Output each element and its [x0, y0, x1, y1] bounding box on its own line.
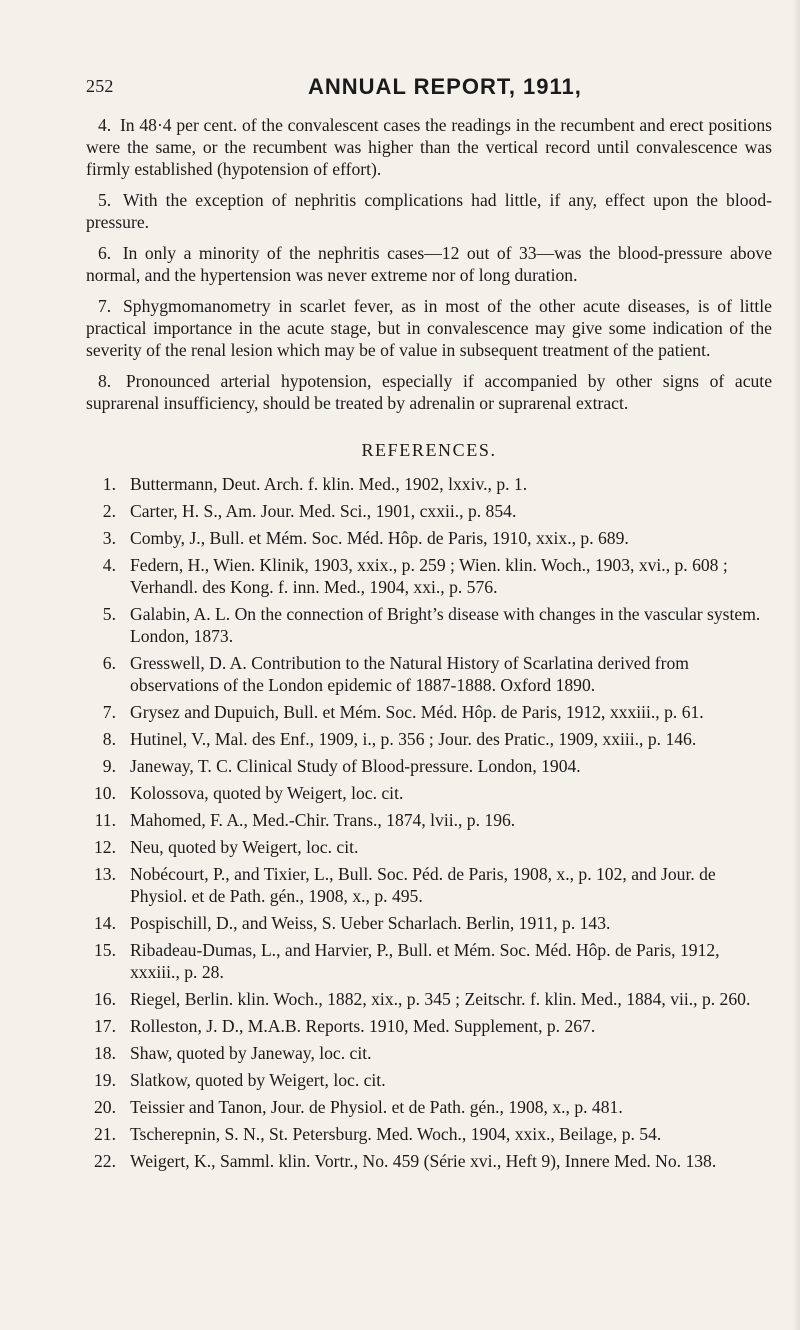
page-header: [86, 74, 772, 100]
reference-text: Hutinel, V., Mal. des Enf., 1909, i., p. 356 ; Jour. des Pratic., 1909, xxiii., p. 146.: [130, 729, 697, 749]
paragraph-number: 6.: [98, 243, 112, 263]
reference-text: Mahomed, F. A., Med.-Chir. Trans., 1874, lvii., p. 196.: [130, 810, 516, 830]
reference-number: 2.: [102, 501, 116, 521]
conclusions-section: [86, 114, 772, 414]
reference-item: [86, 912, 772, 934]
reference-item: [86, 554, 772, 598]
paragraph-text: Sphygmomanometry in scarlet fever, as in most of the other acute diseases, is of little practical importance in the acute stage, but in convalescence may give some indication of the severity of the renal lesion which may be of value in subsequent treatment of the patient.: [86, 296, 772, 360]
reference-item: [86, 1015, 772, 1037]
paragraph-8: [86, 370, 772, 414]
paragraph-text: Pronounced arterial hypotension, especially if accompanied by other signs of acute suprarenal insufficiency, should be treated by adrenalin or suprarenal extract.: [86, 371, 772, 413]
reference-text: Shaw, quoted by Janeway, loc. cit.: [130, 1043, 372, 1063]
reference-number: 4.: [102, 555, 116, 575]
paragraph-number: 7.: [98, 296, 112, 316]
paragraph-7: [86, 295, 772, 361]
paragraph-4: [86, 114, 772, 180]
paragraph-text: In only a minority of the nephritis cases—12 out of 33—was the blood-pressure above normal, and the hypertension was never extreme nor of long duration.: [86, 243, 772, 285]
reference-text: Ribadeau-Dumas, L., and Harvier, P., Bull. et Mém. Soc. Méd. Hôp. de Paris, 1912, xxxiii., p. 28.: [130, 940, 720, 982]
reference-item: [86, 473, 772, 495]
reference-item: [86, 809, 772, 831]
reference-number: 6.: [102, 653, 116, 673]
reference-number: 13.: [94, 864, 116, 884]
reference-text: Galabin, A. L. On the connection of Bright’s disease with changes in the vascular system. London, 1873.: [130, 604, 761, 646]
reference-number: 20.: [94, 1097, 116, 1117]
reference-text: Federn, H., Wien. Klinik, 1903, xxix., p. 259 ; Wien. klin. Woch., 1903, xvi., p. 608 ; Verhandl. des Kong. f. inn. Med., 1904, xxi., p. 576.: [130, 555, 728, 597]
reference-number: 18.: [94, 1043, 116, 1063]
reference-text: Gresswell, D. A. Contribution to the Natural History of Scarlatina derived from observations of the London epidemic of 1887-1888. Oxford 1890.: [130, 653, 689, 695]
reference-text: Teissier and Tanon, Jour. de Physiol. et de Path. gén., 1908, x., p. 481.: [130, 1097, 623, 1117]
paragraph-number: 8.: [98, 371, 112, 391]
reference-item: [86, 836, 772, 858]
references-heading: REFERENCES.: [361, 440, 497, 460]
page-edge-shadow: [792, 0, 800, 1330]
reference-text: Carter, H. S., Am. Jour. Med. Sci., 1901, cxxii., p. 854.: [130, 501, 517, 521]
reference-item: [86, 1042, 772, 1064]
reference-number: 7.: [102, 702, 116, 722]
reference-item: [86, 1150, 772, 1172]
reference-number: 21.: [94, 1124, 116, 1144]
paragraph-text: With the exception of nephritis complications had little, if any, effect upon the blood-pressure.: [86, 190, 772, 232]
reference-item: [86, 755, 772, 777]
reference-number: 15.: [94, 940, 116, 960]
reference-text: Buttermann, Deut. Arch. f. klin. Med., 1902, lxxiv., p. 1.: [130, 474, 528, 494]
reference-number: 10.: [94, 783, 116, 803]
reference-item: [86, 527, 772, 549]
reference-number: 3.: [102, 528, 116, 548]
reference-text: Nobécourt, P., and Tixier, L., Bull. Soc. Péd. de Paris, 1908, x., p. 102, and Jour. de Physiol. et de Path. gén., 1908, x., p. 495.: [130, 864, 716, 906]
reference-text: Grysez and Dupuich, Bull. et Mém. Soc. Méd. Hôp. de Paris, 1912, xxxiii., p. 61.: [130, 702, 704, 722]
reference-number: 16.: [94, 989, 116, 1009]
reference-item: [86, 863, 772, 907]
reference-item: [86, 939, 772, 983]
page-number: 252: [86, 76, 114, 96]
reference-text: Tscherepnin, S. N., St. Petersburg. Med. Woch., 1904, xxix., Beilage, p. 54.: [130, 1124, 662, 1144]
reference-text: Janeway, T. C. Clinical Study of Blood-pressure. London, 1904.: [130, 756, 581, 776]
reference-text: Riegel, Berlin. klin. Woch., 1882, xix., p. 345 ; Zeitschr. f. klin. Med., 1884, vii., p. 260.: [130, 989, 751, 1009]
reference-item: [86, 603, 772, 647]
reference-text: Kolossova, quoted by Weigert, loc. cit.: [130, 783, 404, 803]
reference-number: 1.: [102, 474, 116, 494]
reference-text: Comby, J., Bull. et Mém. Soc. Méd. Hôp. de Paris, 1910, xxix., p. 689.: [130, 528, 629, 548]
reference-number: 12.: [94, 837, 116, 857]
paragraph-6: [86, 242, 772, 286]
reference-item: [86, 988, 772, 1010]
reference-number: 9.: [102, 756, 116, 776]
reference-item: [86, 1069, 772, 1091]
reference-text: Neu, quoted by Weigert, loc. cit.: [130, 837, 359, 857]
reference-item: [86, 1096, 772, 1118]
reference-number: 19.: [94, 1070, 116, 1090]
reference-number: 5.: [102, 604, 116, 624]
reference-number: 22.: [94, 1151, 116, 1171]
references-list: [86, 473, 772, 1172]
reference-item: [86, 728, 772, 750]
reference-item: [86, 701, 772, 723]
reference-item: [86, 782, 772, 804]
reference-item: [86, 500, 772, 522]
reference-item: [86, 1123, 772, 1145]
paragraph-number: 5.: [98, 190, 112, 210]
running-head: ANNUAL REPORT, 1911,: [308, 74, 582, 99]
reference-number: 17.: [94, 1016, 116, 1036]
paragraph-number: 4.: [98, 115, 112, 135]
reference-number: 8.: [102, 729, 116, 749]
reference-item: [86, 652, 772, 696]
reference-text: Slatkow, quoted by Weigert, loc. cit.: [130, 1070, 386, 1090]
paragraph-5: [86, 189, 772, 233]
reference-number: 11.: [94, 810, 116, 830]
reference-text: Weigert, K., Samml. klin. Vortr., No. 459 (Série xvi., Heft 9), Innere Med. No. 138.: [130, 1151, 717, 1171]
paragraph-text: In 48·4 per cent. of the convalescent cases the readings in the recumbent and erect positions were the same, or the recumbent was higher than the vertical record until convalescence was firmly established (hypotension of effort).: [86, 115, 772, 179]
reference-text: Rolleston, J. D., M.A.B. Reports. 1910, Med. Supplement, p. 267.: [130, 1016, 596, 1036]
reference-number: 14.: [94, 913, 116, 933]
reference-text: Pospischill, D., and Weiss, S. Ueber Scharlach. Berlin, 1911, p. 143.: [130, 913, 611, 933]
